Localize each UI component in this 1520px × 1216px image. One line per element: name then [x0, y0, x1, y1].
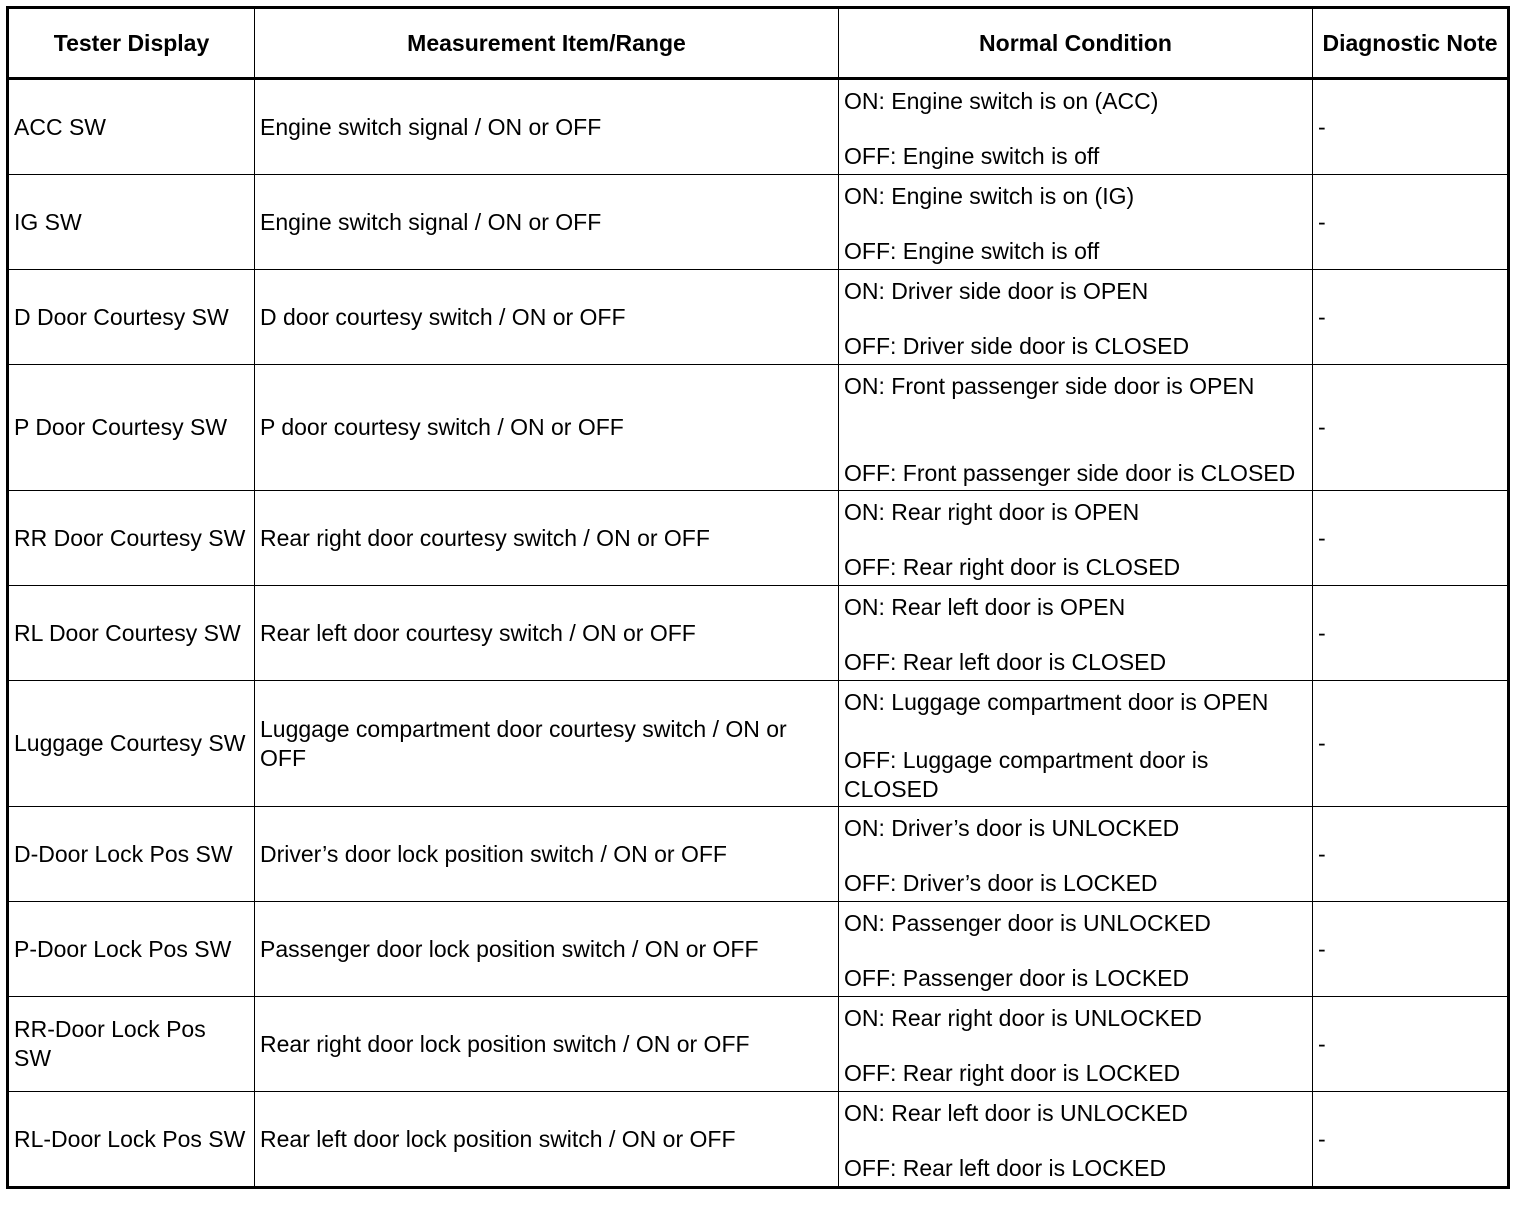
- normal-condition-cell: [839, 1092, 1313, 1188]
- measurement-cell: Rear left door courtesy switch / ON or OFF: [255, 586, 839, 681]
- condition-off: OFF: Rear right door is LOCKED: [844, 1060, 1181, 1086]
- header-normal-condition: Normal Condition: [839, 8, 1313, 79]
- normal-condition-cell: [839, 270, 1313, 365]
- condition-off: OFF: Rear left door is CLOSED: [844, 649, 1167, 675]
- tester-display-cell: IG SW: [8, 175, 255, 270]
- normal-condition-cell: [839, 491, 1313, 586]
- table-row: [8, 807, 1509, 902]
- condition-off: OFF: Driver’s door is LOCKED: [844, 870, 1158, 896]
- condition-off: OFF: Driver side door is CLOSED: [844, 333, 1190, 359]
- measurement-cell: Rear right door lock position switch / ON or OFF: [255, 997, 839, 1092]
- condition-on: ON: Front passenger side door is OPEN: [844, 372, 1255, 399]
- condition-off: OFF: Front passenger side door is CLOSED: [844, 459, 1296, 486]
- measurement-cell: Driver’s door lock position switch / ON or OFF: [255, 807, 839, 902]
- measurement-cell: Rear left door lock position switch / ON or OFF: [255, 1092, 839, 1188]
- measurement-cell: Engine switch signal / ON or OFF: [255, 79, 839, 175]
- table-row: [8, 1092, 1509, 1188]
- condition-off: OFF: Engine switch is off: [844, 238, 1100, 264]
- normal-condition-cell: [839, 902, 1313, 997]
- tester-display-cell: RL-Door Lock Pos SW: [8, 1092, 255, 1188]
- table-row: [8, 997, 1509, 1092]
- tester-display-cell: RR-Door Lock Pos SW: [8, 997, 255, 1092]
- diagnostic-note-cell: -: [1313, 175, 1509, 270]
- diagnostic-note-cell: -: [1313, 902, 1509, 997]
- header-diagnostic-note: Diagnostic Note: [1313, 8, 1509, 79]
- table-row: [8, 902, 1509, 997]
- table-row: [8, 365, 1509, 491]
- normal-condition-cell: [839, 365, 1313, 491]
- header-tester-display: Tester Display: [8, 8, 255, 79]
- condition-on: ON: Driver’s door is UNLOCKED: [844, 815, 1180, 841]
- measurement-cell: Rear right door courtesy switch / ON or OFF: [255, 491, 839, 586]
- diagnostic-note-cell: -: [1313, 586, 1509, 681]
- normal-condition-cell: [839, 681, 1313, 807]
- table-row: [8, 681, 1509, 807]
- diagnostic-note-cell: -: [1313, 365, 1509, 491]
- tester-display-cell: Luggage Courtesy SW: [8, 681, 255, 807]
- normal-condition-cell: [839, 807, 1313, 902]
- normal-condition-cell: [839, 79, 1313, 175]
- table-row: [8, 175, 1509, 270]
- header-measurement: Measurement Item/Range: [255, 8, 839, 79]
- measurement-cell: Passenger door lock position switch / ON or OFF: [255, 902, 839, 997]
- table-row: [8, 79, 1509, 175]
- condition-on: ON: Engine switch is on (ACC): [844, 88, 1159, 114]
- condition-on: ON: Rear right door is OPEN: [844, 499, 1140, 525]
- condition-on: ON: Engine switch is on (IG): [844, 183, 1135, 209]
- measurement-cell: P door courtesy switch / ON or OFF: [255, 365, 839, 491]
- diagnostic-note-cell: -: [1313, 79, 1509, 175]
- condition-off: OFF: Passenger door is LOCKED: [844, 965, 1190, 991]
- table-header-row: [8, 8, 1509, 79]
- diagnostic-note-cell: -: [1313, 1092, 1509, 1188]
- diagnostic-data-table: [6, 6, 1510, 1189]
- measurement-cell: D door courtesy switch / ON or OFF: [255, 270, 839, 365]
- diagnostic-note-cell: -: [1313, 681, 1509, 807]
- tester-display-cell: RL Door Courtesy SW: [8, 586, 255, 681]
- normal-condition-cell: [839, 586, 1313, 681]
- tester-display-cell: P-Door Lock Pos SW: [8, 902, 255, 997]
- condition-on: ON: Rear left door is OPEN: [844, 594, 1126, 620]
- table-row: [8, 586, 1509, 681]
- condition-on: ON: Rear left door is UNLOCKED: [844, 1100, 1188, 1126]
- measurement-cell: Luggage compartment door courtesy switch / ON or OFF: [255, 681, 839, 807]
- condition-on: ON: Passenger door is UNLOCKED: [844, 910, 1211, 936]
- diagnostic-note-cell: -: [1313, 491, 1509, 586]
- tester-display-cell: P Door Courtesy SW: [8, 365, 255, 491]
- tester-display-cell: D-Door Lock Pos SW: [8, 807, 255, 902]
- condition-on: ON: Rear right door is UNLOCKED: [844, 1005, 1202, 1031]
- condition-on: ON: Driver side door is OPEN: [844, 278, 1149, 304]
- tester-display-cell: ACC SW: [8, 79, 255, 175]
- condition-off: OFF: Rear right door is CLOSED: [844, 554, 1181, 580]
- normal-condition-cell: [839, 997, 1313, 1092]
- measurement-cell: Engine switch signal / ON or OFF: [255, 175, 839, 270]
- diagnostic-note-cell: -: [1313, 270, 1509, 365]
- tester-display-cell: RR Door Courtesy SW: [8, 491, 255, 586]
- condition-off: OFF: Rear left door is LOCKED: [844, 1155, 1167, 1181]
- diagnostic-note-cell: -: [1313, 997, 1509, 1092]
- condition-off: OFF: Engine switch is off: [844, 143, 1100, 169]
- condition-on: ON: Luggage compartment door is OPEN: [844, 688, 1269, 715]
- condition-off: OFF: Luggage compartment door is CLOSED: [844, 746, 1209, 802]
- table-row: [8, 270, 1509, 365]
- table-row: [8, 491, 1509, 586]
- diagnostic-note-cell: -: [1313, 807, 1509, 902]
- tester-display-cell: D Door Courtesy SW: [8, 270, 255, 365]
- normal-condition-cell: [839, 175, 1313, 270]
